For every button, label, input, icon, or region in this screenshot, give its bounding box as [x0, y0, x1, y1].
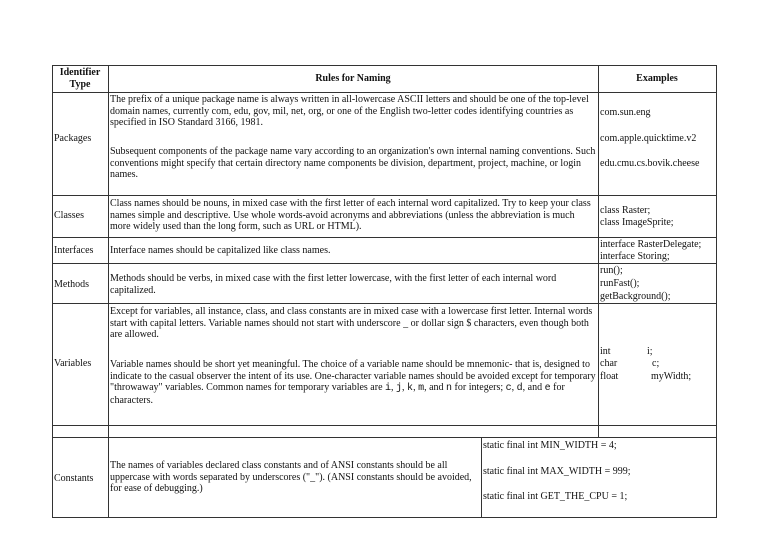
header-examples: Examples	[636, 73, 678, 84]
code-n: n	[446, 383, 453, 394]
type-methods: Methods	[54, 279, 89, 290]
rule-variables-p1: Except for variables, all instance, class, and class constants are in mixed case with a lowercase first letter. Internal words start with capital letters. Variable names should not start with underscore _ or dollar sign $ characters, even though both are allowed.	[110, 306, 595, 340]
example-variables-2-name: c;	[652, 358, 660, 369]
example-constants-2: static final int MAX_WIDTH = 999;	[483, 466, 631, 477]
rule-methods: Methods should be verbs, in mixed case with the first letter lowercase, with the first letter of each internal word capitalized.	[110, 273, 559, 296]
rule-interfaces: Interface names should be capitalized like class names.	[110, 245, 331, 256]
example-methods-2: runFast();	[600, 278, 640, 289]
rule-packages-p1: The prefix of a unique package name is always written in all-lowercase ASCII letters and should be one of the top-level domain names, currently com, edu, gov, mil, net, org, or one of the English two-letter codes identifying countries as specified in ISO Standard 3166, 1981.	[110, 94, 592, 128]
example-variables-1-type: int	[600, 346, 611, 357]
example-variables-2-type: char	[600, 358, 618, 369]
example-classes-2: class ImageSprite;	[600, 217, 674, 228]
code-k: k	[407, 383, 414, 394]
code-e: e	[544, 383, 551, 394]
example-classes-1: class Raster;	[600, 205, 651, 216]
text-for-characters: for characters.	[110, 382, 565, 406]
type-variables: Variables	[54, 358, 92, 369]
header-rules-for-naming: Rules for Naming	[315, 73, 391, 84]
example-packages-2: com.apple.quicktime.v2	[600, 133, 697, 144]
rule-constants: The names of variables declared class constants and of ANSI constants should be all uppercase with words separated by underscores ("_"). (ANSI constants should be avoided, for ease of debugging.)	[110, 460, 475, 494]
text-for-integers: for integers;	[454, 382, 504, 393]
rule-packages-p2: Subsequent components of the package name vary according to an organization's own internal naming conventions. Such conventions might specify that certain directory name components be division, department, project, machine, or login names.	[110, 146, 598, 180]
type-constants: Constants	[54, 473, 94, 484]
rule-variables-p2: Variable names should be short yet meaningful. The choice of a variable name should be mnemonic- that is, designed to indicate to the casual observer the intent of its use. One-character variable names should be avoided except for temporary "throwaway" variables. Common names for temporary variables are i, j, k, m, and n for integers; c, d, and e for characters.	[110, 359, 596, 406]
text-and-2: and	[527, 382, 543, 393]
type-interfaces: Interfaces	[54, 245, 94, 256]
example-constants-3: static final int GET_THE_CPU = 1;	[483, 491, 628, 502]
rule-classes: Class names should be nouns, in mixed case with the first letter of each internal word capitalized. Try to keep your class names simple and descriptive. Use whole words-avoid acronyms and abbreviations (unless the abbreviation is much more widely used than the long form, such as URL or HTML).	[110, 198, 594, 232]
code-c: c	[505, 383, 512, 394]
type-classes: Classes	[54, 210, 84, 221]
rule-variables-p2-text: Variable names should be short yet meaningful. The choice of a variable name should be mnemonic- that is, designed to indicate to the casual observer the intent of its use. One-character variable names should be avoided except for temporary "throwaway" variables. Common names for temporary variables are	[110, 359, 596, 393]
example-packages-3: edu.cmu.cs.bovik.cheese	[600, 158, 700, 169]
header-identifier-type: Identifier Type	[59, 67, 103, 90]
example-methods-3: getBackground();	[600, 291, 671, 302]
example-interfaces-1: interface RasterDelegate;	[600, 239, 702, 250]
text-and: and	[429, 382, 444, 393]
example-variables-3-name: myWidth;	[651, 371, 692, 382]
example-variables-1-name: i;	[647, 346, 653, 357]
example-packages-1: com.sun.eng	[600, 107, 651, 118]
example-interfaces-2: interface Storing;	[600, 251, 670, 262]
code-i: i	[385, 383, 392, 394]
example-constants-1: static final int MIN_WIDTH = 4;	[483, 440, 617, 451]
code-j: j	[396, 383, 403, 394]
code-m: m	[418, 383, 425, 394]
example-variables-3-type: float	[600, 371, 619, 382]
type-packages: Packages	[54, 133, 92, 144]
example-methods-1: run();	[600, 265, 623, 276]
code-d: d	[516, 383, 523, 394]
